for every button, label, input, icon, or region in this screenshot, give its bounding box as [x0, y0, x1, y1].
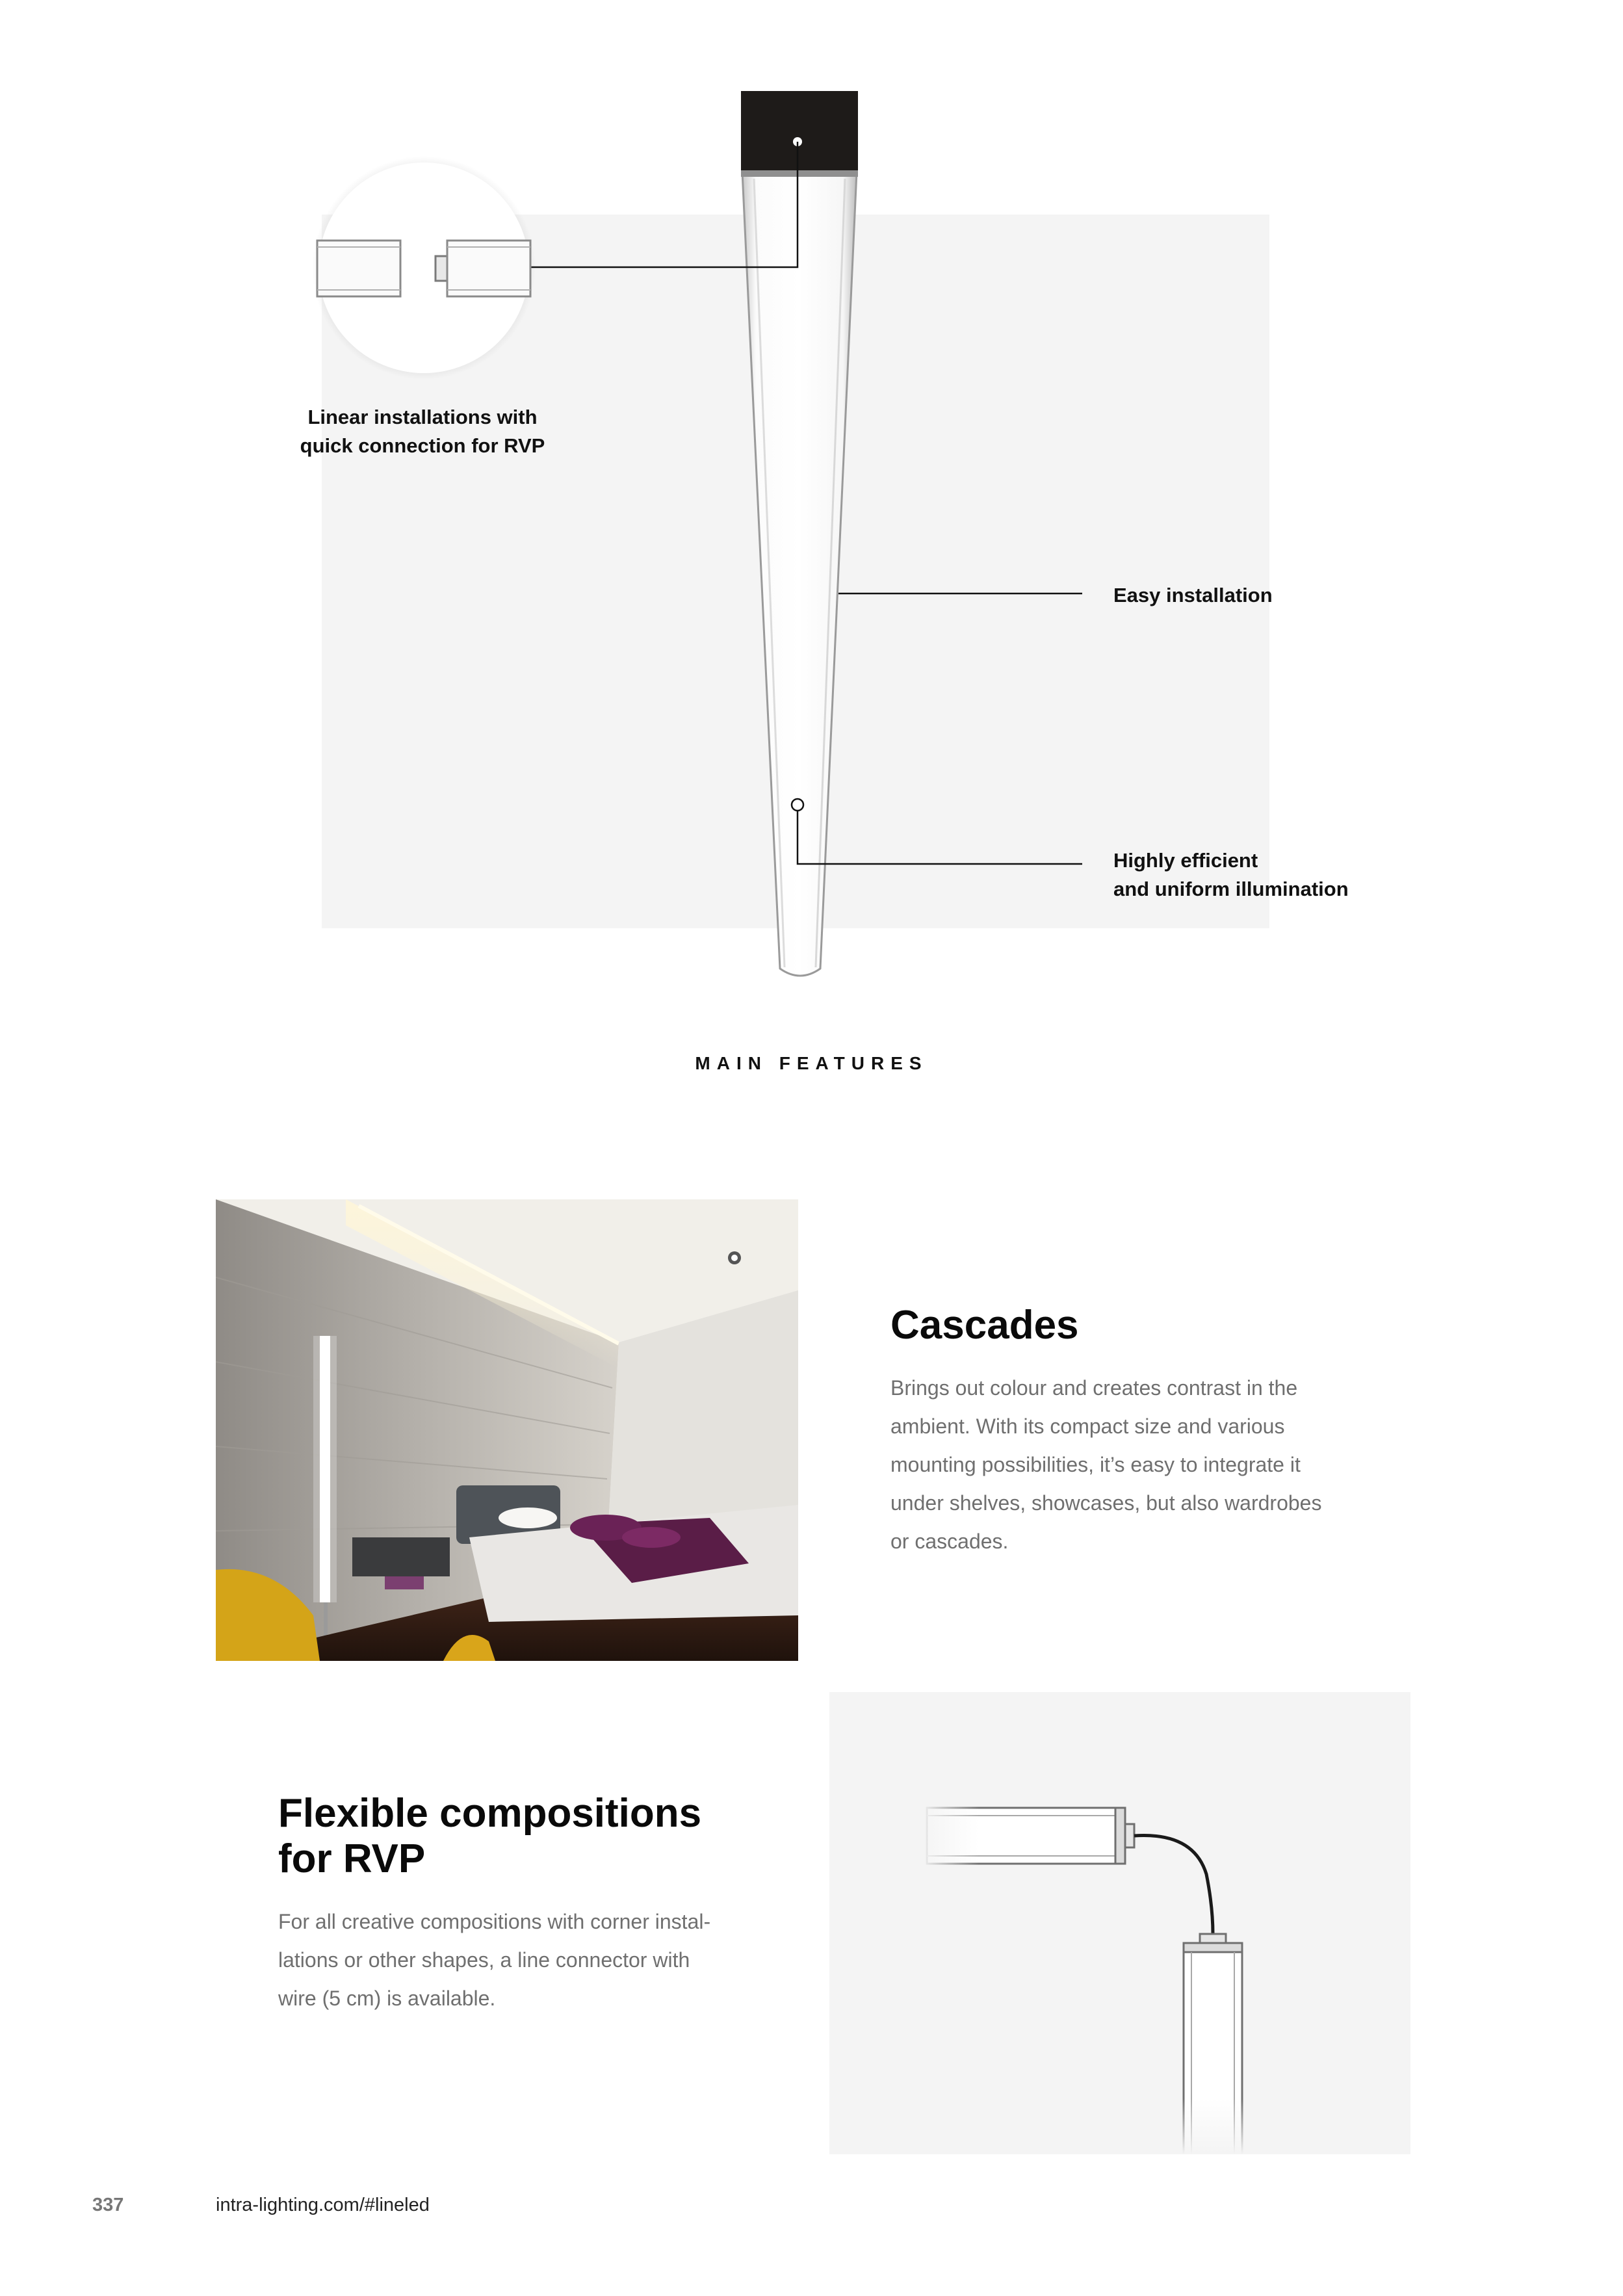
luminaire-illustration — [0, 0, 1623, 1105]
footer-url[interactable]: intra-lighting.com/#lineled — [216, 2195, 430, 2215]
flexible-title — [278, 1791, 863, 1882]
page-number: 337 — [92, 2195, 124, 2215]
callout-line: Highly efficient — [1113, 849, 1258, 872]
body-line: wire (5 cm) is available. — [278, 1987, 496, 2010]
body-line: mounting possibilities, it’s easy to integrate it — [890, 1453, 1301, 1476]
cascades-title: Cascades — [890, 1303, 1079, 1348]
flexible-description — [278, 1903, 798, 2018]
body-line: lations or other shapes, a line connector with — [278, 1948, 690, 1972]
leader-line-illumination — [798, 811, 1082, 864]
callout-quick-connection — [260, 403, 585, 460]
callout-line: quick connection for RVP — [300, 434, 545, 457]
luminaire-end-cap — [741, 91, 858, 174]
callout-uniform-illumination — [1113, 846, 1503, 904]
body-line: ambient. With its compact size and various — [890, 1415, 1285, 1438]
horizontal-profile — [920, 1803, 1134, 1868]
body-line: For all creative compositions with corner instal- — [278, 1910, 711, 1933]
body-line: or cascades. — [890, 1530, 1009, 1553]
bedroom-photo — [216, 1199, 798, 1661]
body-line: Brings out colour and creates contrast in the — [890, 1376, 1298, 1400]
title-line: Flexible compositions — [278, 1791, 702, 1836]
cascades-description — [890, 1369, 1410, 1561]
callout-line: Easy installation — [1113, 584, 1273, 607]
callout-line: Linear installations with — [307, 406, 538, 428]
section-label-main-features: MAIN FEATURES — [695, 1053, 928, 1073]
title-line: for RVP — [278, 1836, 426, 1881]
callout-line: and uniform illumination — [1113, 878, 1349, 900]
corner-connector-illustration — [829, 1692, 1410, 2154]
illumination-marker — [792, 799, 803, 811]
vertical-profile — [1177, 1934, 1249, 2154]
callout-easy-installation — [1113, 581, 1503, 610]
body-line: under shelves, showcases, but also wardrobes — [890, 1491, 1322, 1515]
luminaire-tube — [742, 172, 857, 976]
features-diagram — [0, 0, 1623, 1105]
